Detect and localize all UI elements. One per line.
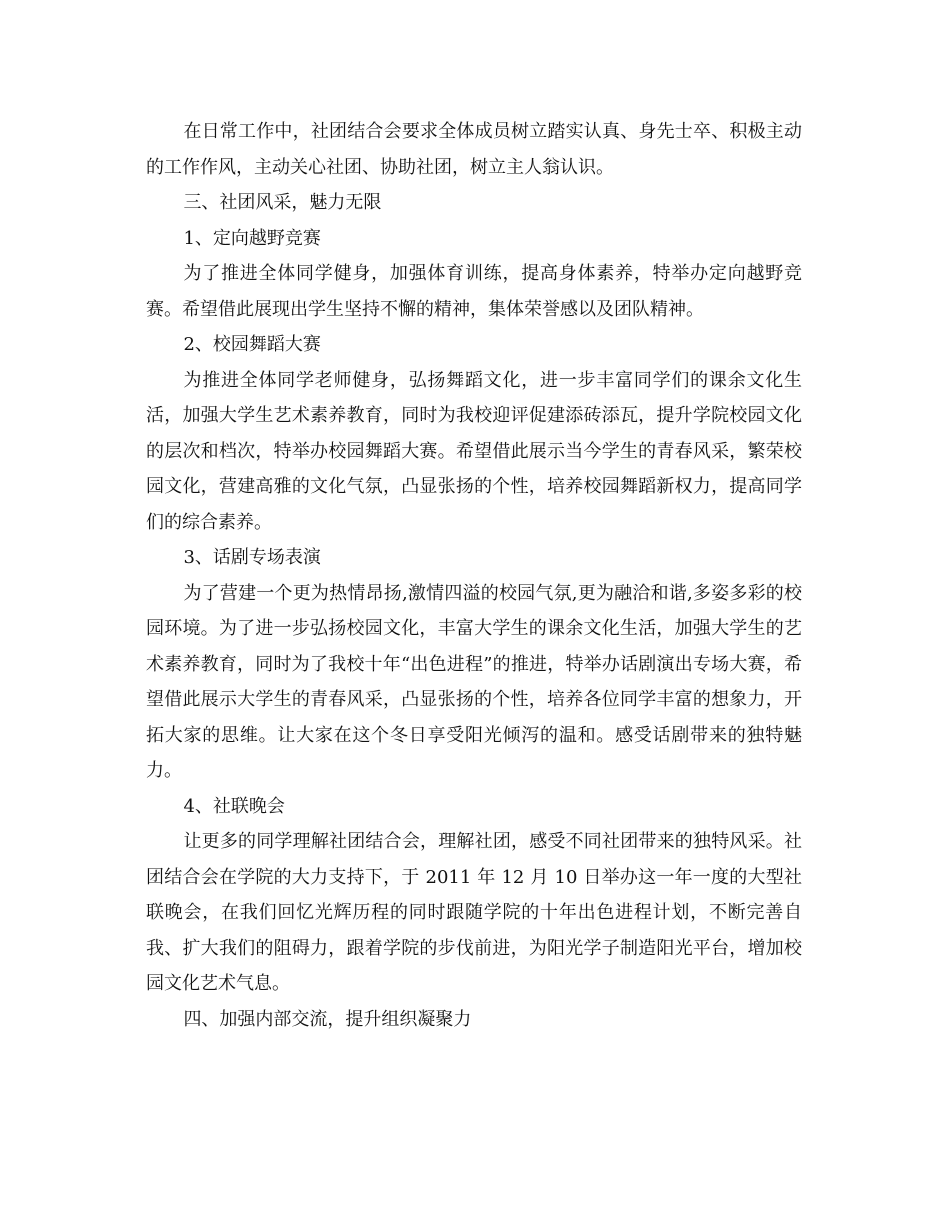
section-heading-internal-exchange: 四、加强内部交流，提升组织凝聚力 [183,1008,472,1030]
subheading-drama-show: 3、话剧专场表演 [183,547,321,568]
paragraph-orienteering: 为了推进全体同学健身，加强体育训练，提高身体素养，特举办定向越野竞赛。希望借此展现出学生坚持不懈的精神，集体荣誉感以及团队精神。 [146,263,802,320]
paragraph-drama-show: 为了营建一个更为热情昂扬,激情四溢的校园气氛,更为融洽和谐,多姿多彩的校园环境。为了进一步弘扬校园文化，丰富大学生的课余文化生活，加强大学生的艺术素养教育，同时为了我校十年“出色进程”的推进，特举办话剧演出专场大赛，希望借此展示大学生的青春风采，凸显张扬的个性，培养各位同学丰富的想象力，开拓大家的思维。让大家在这个冬日享受阳光倾泻的温和。感受话剧带来的独特魅力。 [146,582,802,781]
paragraph-gala: 让更多的同学理解社团结合会，理解社团，感受不同社团带来的独特风采。社团结合会在学院的大力支持下，于 2011 年 12 月 10 日举办这一年一度的大型社联晚会，在我们回忆光辉历程的同时跟随学院的十年出色进程计划，不断完善自我、扩大我们的阻碍力，跟着学院的步伐前进，为阳光学子制造阳光平台，增加校园文化艺术气息。 [146,831,802,994]
section-heading-club-style: 三、社团风采，魅力无限 [183,192,382,213]
subheading-orienteering: 1、定向越野竞赛 [183,227,321,249]
paragraph-work-style: 在日常工作中，社团结合会要求全体成员树立踏实认真、身先士卒、积极主动的工作作风，主动关心社团、协助社团，树立主人翁认识。 [146,121,802,178]
paragraph-dance-contest: 为推进全体同学老师健身，弘扬舞蹈文化，进一步丰富同学们的课余文化生活，加强大学生艺术素养教育，同时为我校迎评促建添砖添瓦，提升学院校园文化的层次和档次，特举办校园舞蹈大赛。希望借此展示当今学生的青春风采，繁荣校园文化，营建高雅的文化气氛，凸显张扬的个性，培养校园舞蹈新权力，提高同学们的综合素养。 [146,369,802,533]
subheading-gala: 4、社联晚会 [183,795,285,817]
document-body [146,114,802,1037]
subheading-dance-contest: 2、校园舞蹈大赛 [183,334,321,355]
